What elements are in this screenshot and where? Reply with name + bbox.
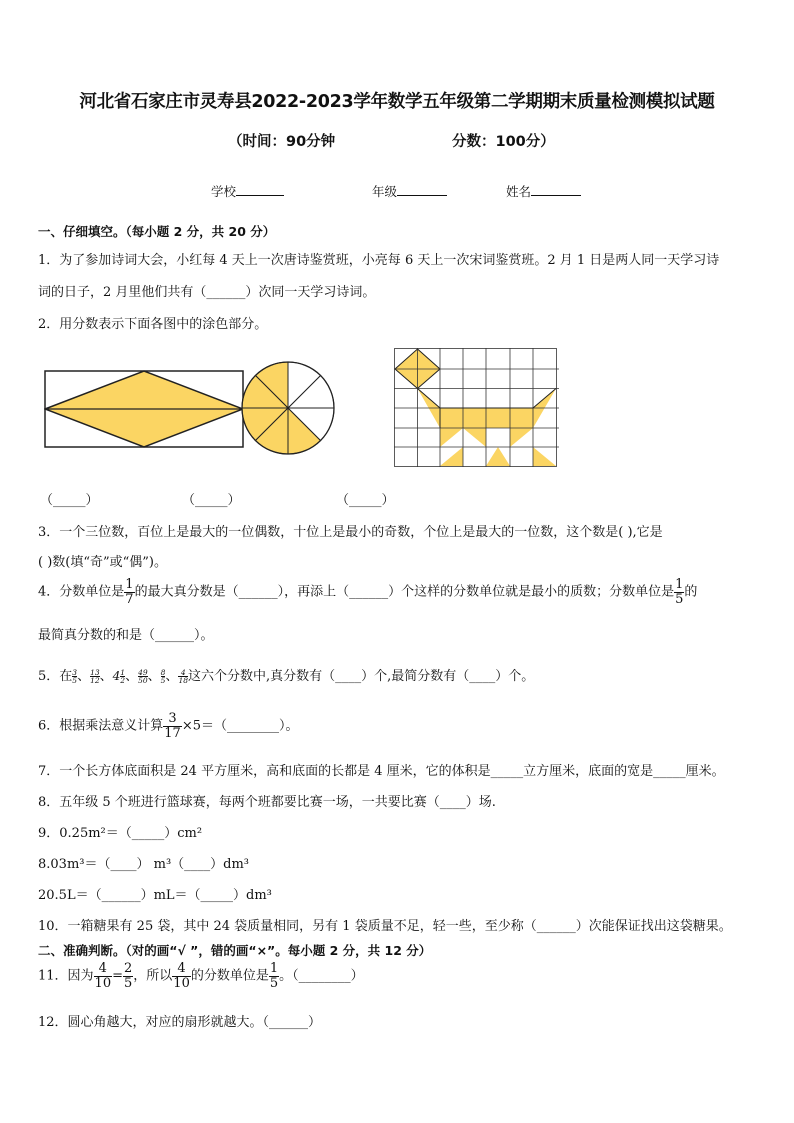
question-12: 12．圆心角越大，对应的扇形就越大。（______） — [38, 1015, 322, 1030]
small-fraction: $\frac{4}{18}$ — [178, 667, 188, 685]
question-11 — [38, 962, 364, 990]
fraction-4-10-b: $\frac{4}{10}$ — [173, 961, 190, 991]
name-label: 姓名 — [506, 184, 532, 199]
question-2-answer-1[interactable]: （_____） — [40, 493, 99, 508]
figure-grid-duck — [394, 348, 559, 467]
question-5-text-b: 这六个分数中,真分数有（____）个,最简分数有（____）个。 — [187, 669, 535, 684]
figure-rectangle-rhombus — [44, 370, 244, 448]
question-3-line-1: 3．一个三位数，百位上是最大的一位偶数，十位上是最小的奇数，个位上是最大的一位数，这个数是( ),它是 — [38, 525, 663, 540]
question-11-text-a: 11．因为 — [38, 968, 94, 984]
small-fraction: $\frac{49}{50}$ — [138, 667, 148, 685]
fraction-4-10: $\frac{4}{10}$ — [94, 961, 112, 991]
fraction-1-5-b: $\frac{1}{5}$ — [269, 961, 279, 991]
small-fraction: $\frac{13}{12}$ — [90, 667, 100, 685]
school-field — [211, 182, 284, 200]
small-fraction: $\frac{3}{5}$ — [72, 667, 78, 685]
mixed-whole: 4 — [112, 669, 121, 683]
question-9-part-3: 20.5L＝（______）mL＝（_____）dm³ — [38, 888, 272, 903]
question-9-part-1: 9．0.25m²＝（_____）cm² — [38, 826, 203, 841]
section-1-heading: 一、仔细填空。（每小题 2 分，共 20 分） — [38, 224, 276, 239]
name-field — [506, 182, 581, 200]
question-7: 7．一个长方体底面积是 24 平方厘米，高和底面的长都是 4 厘米，它的体积是_____立方厘米，底面的宽是_____厘米。 — [38, 764, 725, 779]
page-title: 河北省石家庄市灵寿县2022-2023学年数学五年级第二学期期末质量检测模拟试题 — [79, 92, 715, 112]
question-9-part-2: 8.03m³＝（____） m³（____）dm³ — [38, 857, 250, 872]
fraction-3-17: $\frac{3}{17}$ — [164, 711, 181, 741]
question-6-text-a: 6．根据乘法意义计算 — [38, 718, 164, 734]
small-fraction: $\frac{8}{5}$ — [160, 667, 166, 685]
fraction-separator: 、 — [125, 669, 139, 684]
fraction-separator: 、 — [165, 669, 179, 684]
question-1-line-2: 词的日子，2 月里他们共有（______）次同一天学习诗词。 — [38, 285, 376, 300]
question-2-answer-3[interactable]: （_____） — [336, 493, 395, 508]
exam-score: 分数：100分） — [452, 134, 555, 150]
question-4-line-2: 最简真分数的和是（______）。 — [38, 628, 214, 643]
question-4-text-a: 4．分数单位是 — [38, 584, 125, 600]
exam-time: （时间：90分钟 — [228, 134, 336, 150]
question-2-answer-2[interactable]: （_____） — [182, 493, 241, 508]
section-2-heading: 二、准确判断。（对的画“√ ”，错的画“×”。每小题 2 分，共 12 分） — [38, 943, 432, 958]
question-4-text-b: 的最大真分数是（______），再添上（______）个这样的分数单位就是最小的质数；分数单位是 — [134, 584, 675, 600]
school-label: 学校 — [211, 184, 237, 199]
question-4-line-1 — [38, 578, 697, 606]
fraction-2-5: $\frac{2}{5}$ — [124, 961, 133, 991]
fraction-1-5: $\frac{1}{5}$ — [675, 577, 684, 607]
fraction-separator: 、 — [77, 669, 91, 684]
question-6-text-b: ×5＝（________）。 — [181, 718, 299, 734]
figure-circle-sectors — [240, 360, 336, 456]
fraction-1-7: $\frac{1}{7}$ — [125, 577, 134, 607]
fraction-separator: 、 — [147, 669, 161, 684]
question-11-text-b: ，所以 — [133, 968, 173, 984]
question-5-fractions — [72, 669, 188, 684]
grade-field — [372, 182, 447, 200]
question-11-text-c: 的分数单位是 — [190, 968, 269, 984]
fraction-separator: 、 — [99, 669, 113, 684]
question-6 — [38, 712, 299, 740]
question-1-line-1: 1．为了参加诗词大会，小红每 4 天上一次唐诗鉴赏班，小亮每 6 天上一次宋词鉴赏班。2 月 1 日是两人同一天学习诗 — [38, 253, 720, 268]
question-4-text-c: 的 — [684, 584, 698, 600]
equals-sign: = — [112, 968, 123, 984]
question-5 — [38, 665, 534, 685]
grade-label: 年级 — [372, 184, 398, 199]
question-11-text-d: 。（________） — [279, 968, 364, 984]
question-8: 8．五年级 5 个班进行篮球赛，每两个班都要比赛一场，一共要比赛（____）场. — [38, 795, 496, 810]
question-2: 2．用分数表示下面各图中的涂色部分。 — [38, 317, 268, 332]
question-3-line-2: ( )数(填“奇”或“偶”)。 — [38, 555, 168, 570]
question-10: 10．一箱糖果有 25 袋，其中 24 袋质量相同，另有 1 袋质量不足，轻一些，至少称（______）次能保证找出这袋糖果。 — [38, 919, 732, 934]
small-fraction: $\frac{1}{2}$ — [120, 667, 126, 685]
question-5-text-a: 5．在 — [38, 669, 73, 684]
